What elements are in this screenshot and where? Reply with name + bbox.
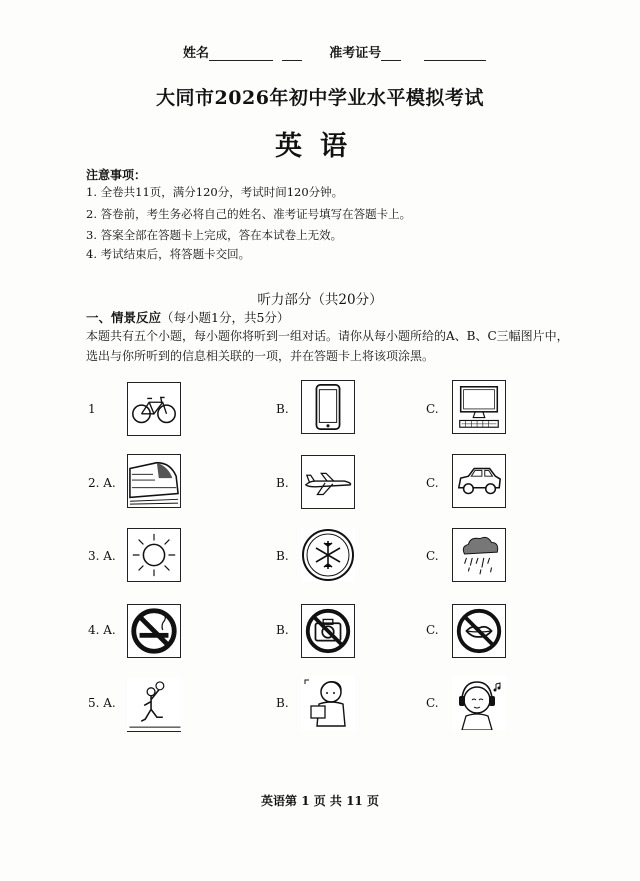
basketball-player-icon — [127, 678, 181, 731]
q4-option-b[interactable] — [301, 604, 355, 658]
q5-label-c: C. — [426, 696, 439, 710]
q1-label-a: 1 — [88, 402, 96, 416]
q3-label-b: B. — [276, 549, 289, 563]
q5-option-a[interactable] — [127, 678, 181, 732]
exam-id-blank-extra[interactable] — [424, 48, 486, 61]
q5-label-a: 5. A. — [88, 696, 116, 710]
part-title-text: 一、情景反应 — [86, 310, 162, 325]
q2-label-a: 2. A. — [88, 476, 116, 490]
note-item: 3. 答案全部在答题卡上完成，答在本试卷上无效。 — [86, 228, 343, 242]
q4-label-a: 4. A. — [88, 623, 116, 637]
rain-cloud-icon — [453, 529, 505, 581]
q5-option-c[interactable] — [452, 676, 506, 730]
note-item: 2. 答卷前，考生务必将自己的姓名、准考证号填写在答题卡上。 — [86, 207, 412, 221]
q3-option-a[interactable] — [127, 528, 181, 582]
name-blank[interactable] — [209, 48, 273, 61]
boy-reading-icon — [301, 676, 355, 730]
note-item: 1. 全卷共11页，满分120分，考试时间120分钟。 — [86, 185, 344, 199]
computer-icon — [453, 381, 505, 433]
q3-label-c: C. — [426, 549, 439, 563]
snowflake-icon — [301, 528, 355, 582]
notes-heading: 注意事项： — [86, 168, 147, 182]
smartphone-icon — [302, 381, 354, 433]
q4-label-b: B. — [276, 623, 289, 637]
q3-label-a: 3. A. — [88, 549, 116, 563]
q3-option-b[interactable] — [301, 528, 355, 582]
q3-option-c[interactable] — [452, 528, 506, 582]
subject-title: 英语 — [275, 131, 365, 162]
q1-option-c[interactable] — [452, 380, 506, 434]
q4-label-c: C. — [426, 623, 439, 637]
q2-label-c: C. — [426, 476, 439, 490]
q4-option-c[interactable] — [452, 604, 506, 658]
q5-label-b: B. — [276, 696, 289, 710]
no-talking-icon — [453, 605, 505, 657]
q2-option-c[interactable] — [452, 454, 506, 508]
q5-option-b[interactable] — [301, 676, 355, 730]
no-photography-icon — [302, 605, 354, 657]
instructions-line: 选出与你所听到的信息相关联的一项，并在答题卡上将该项涂黑。 — [86, 349, 435, 363]
name-blank-extra — [282, 48, 302, 61]
note-item: 4. 考试结束后，将答题卡交回。 — [86, 247, 251, 261]
no-smoking-icon — [128, 605, 180, 657]
airplane-icon — [302, 456, 354, 508]
exam-title: 大同市2026年初中学业水平模拟考试 — [156, 87, 484, 109]
q1-option-a[interactable] — [127, 382, 181, 436]
candidate-info-line — [183, 42, 486, 61]
q2-option-b[interactable] — [301, 455, 355, 509]
q1-label-c: C. — [426, 402, 439, 416]
q2-label-b: B. — [276, 476, 289, 490]
car-icon — [453, 455, 505, 507]
girl-headphones-icon — [452, 676, 506, 730]
part-score: （每小题1分，共5分） — [161, 310, 290, 325]
q2-option-a[interactable] — [127, 454, 181, 508]
train-icon — [128, 455, 180, 507]
sun-icon — [128, 529, 180, 581]
listening-section-title: 听力部分（共20分） — [257, 292, 383, 308]
exam-id-blank[interactable] — [381, 48, 401, 61]
q1-label-b: B. — [276, 402, 289, 416]
name-label: 姓名 — [183, 46, 210, 61]
instructions-line: 本题共有五个小题，每小题你将听到一组对话。请你从每小题所给的A、B、C三幅图片中， — [86, 329, 569, 343]
exam-id-label: 准考证号 — [329, 46, 382, 61]
page-footer: 英语第 1 页 共 11 页 — [261, 794, 379, 808]
q1-option-b[interactable] — [301, 380, 355, 434]
part-title — [86, 308, 289, 326]
bicycle-icon — [128, 383, 180, 435]
q4-option-a[interactable] — [127, 604, 181, 658]
